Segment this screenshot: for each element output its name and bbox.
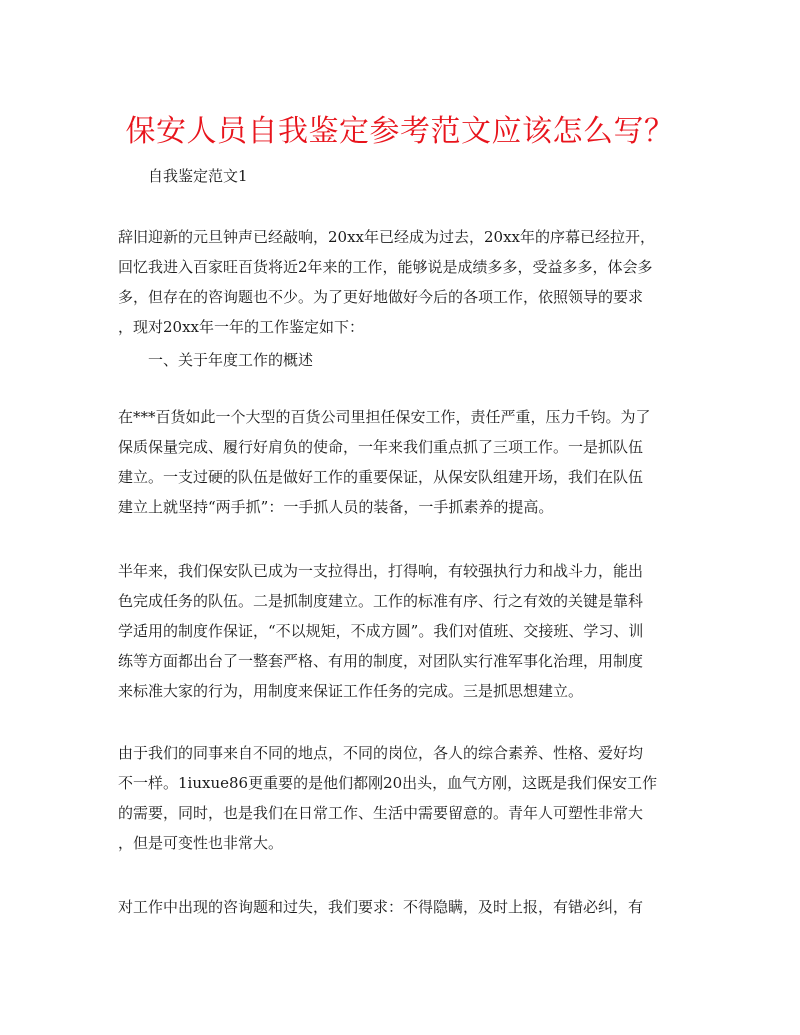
paragraph-line: 色完成任务的队伍。二是抓制度建立。工作的标准有序、行之有效的关键是靠科 [118, 592, 644, 610]
paragraph-line: 建立上就坚持“两手抓”：一手抓人员的装备，一手抓素养的提高。 [118, 498, 554, 516]
paragraph-line: 学适用的制度作保证，“不以规矩，不成方圆”。我们对值班、交接班、学习、训 [118, 622, 644, 640]
paragraph-line: 由于我们的同事来自不同的地点，不同的岗位，各人的综合素养、性格、爱好均 [118, 744, 644, 762]
paragraph-2 [118, 402, 680, 522]
subtitle: 自我鉴定范文1 [148, 167, 248, 185]
paragraph-line: 对工作中出现的咨询题和过失，我们要求：不得隐瞒，及时上报，有错必纠，有 [118, 898, 644, 916]
paragraph-line: 来标准大家的行为，用制度来保证工作任务的完成。三是抓思想建立。 [118, 682, 584, 700]
page-title: 保安人员自我鉴定参考范文应该怎么写？ [125, 114, 675, 149]
paragraph-line: 辞旧迎新的元旦钟声已经敲响，20xx年已经成为过去，20xx年的序幕已经拉开， [118, 228, 656, 246]
paragraph-line: ，但是可变性也非常大。 [118, 834, 284, 852]
paragraph-4 [118, 738, 680, 858]
paragraph-line: 保质保量完成、履行好肩负的使命，一年来我们重点抓了三项工作。一是抓队伍 [118, 438, 644, 456]
paragraph-1 [118, 222, 680, 342]
paragraph-line: 多，但存在的咨询题也不少。为了更好地做好今后的各项工作，依照领导的要求 [118, 288, 644, 306]
paragraph-3 [118, 556, 680, 706]
paragraph-line: 的需要，同时，也是我们在日常工作、生活中需要留意的。青年人可塑性非常大 [118, 804, 644, 822]
paragraph-line: 建立。一支过硬的队伍是做好工作的重要保证，从保安队组建开场，我们在队伍 [118, 468, 644, 486]
paragraph-line: 练等方面都出台了一整套严格、有用的制度，对团队实行准军事化治理，用制度 [118, 652, 644, 670]
paragraph-line: 在***百货如此一个大型的百货公司里担任保安工作，责任严重，压力千钧。为了 [118, 408, 651, 426]
paragraph-5 [118, 892, 680, 922]
paragraph-line: ，现对20xx年一年的工作鉴定如下： [118, 318, 365, 336]
paragraph-line: 半年来，我们保安队已成为一支拉得出，打得响，有较强执行力和战斗力，能出 [118, 562, 644, 580]
paragraph-line: 不一样。1iuxue86更重要的是他们都刚20出头，血气方刚，这既是我们保安工作 [118, 774, 658, 792]
section-heading: 一、关于年度工作的概述 [148, 351, 314, 369]
paragraph-line: 回忆我进入百家旺百货将近2年来的工作，能够说是成绩多多，受益多多，体会多 [118, 258, 653, 276]
